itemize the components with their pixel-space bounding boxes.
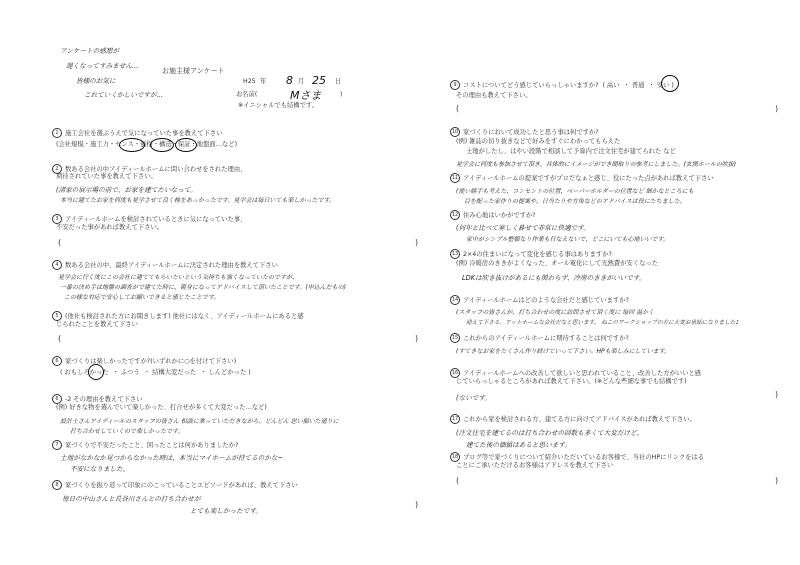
initials-note: ※イニシャルでも結構です。 — [238, 102, 318, 109]
circle-mark — [175, 138, 197, 152]
question-6 — [52, 356, 236, 366]
date-year-label: 年 — [260, 78, 267, 85]
option-hard[interactable]: 結構大変だった — [152, 369, 197, 376]
question-text: 家づくりで不安だったこと、困ったことは何かありましたか? — [65, 442, 239, 449]
answer-6-2-line-1: 設計士さんアイディールのスタッフの皆さん 相談に乗っていただきながら、どんどん 思い描いた通りに — [60, 418, 339, 425]
question-text: 家づくりは楽しかったですか?(いずれかに○を付けて下さい) — [65, 358, 237, 365]
answer-17-line-2: 建てた後の価値はあると思います。 — [466, 441, 571, 449]
question-13 — [450, 249, 612, 259]
question-number: 4 — [52, 260, 62, 270]
answer-14-line-2: 迎えて下さる、アットホームな会社だなと思います。 ねこのワークショップの方に大変お世話になりました♪ — [466, 320, 739, 326]
option-tough[interactable]: しんどかった — [208, 369, 247, 376]
answer-16-line-1: (ないです。 — [456, 394, 492, 402]
option-interesting[interactable]: おもしろかった — [64, 369, 109, 376]
question-number: 10 — [451, 129, 459, 135]
question-text: 2×4の住まいになって変化を感じる事はありますか? — [463, 251, 612, 258]
question-number: 5 — [52, 311, 62, 321]
question-number: 6 — [52, 356, 62, 366]
note-line-4: これていくかしいですが… — [84, 91, 164, 99]
question-number: 13 — [451, 251, 459, 257]
question-6-2 — [52, 394, 143, 404]
cost-option-normal[interactable]: 普通 — [631, 82, 645, 89]
option-normal[interactable]: ふつう — [120, 369, 140, 376]
question-15 — [450, 333, 629, 343]
question-number: 12 — [451, 212, 459, 218]
question-number: 8 — [52, 480, 62, 490]
answer-2-line-2: 本当に建てたお家を何度も見学させて良く検をあっかったです。見学会は毎日いても楽しかったです。 — [60, 197, 335, 204]
question-5-line-2: じられたことを教えて下さい — [56, 321, 138, 328]
question-3-line-2: 不安だった事があれば教えて下さい。 — [56, 224, 164, 231]
question-number: 18 — [451, 454, 459, 460]
answer-9-paren-open: ( — [456, 104, 460, 113]
answer-18-paren-open: ( — [456, 476, 460, 485]
answer-17-line-1: (注文住宅を建てるのは打ち合わせの回数も多くて大変だけど、 — [456, 429, 644, 437]
question-number: 6 — [52, 394, 62, 404]
question-17 — [450, 414, 696, 424]
question-10 — [450, 127, 599, 137]
question-text: アイディールホームの提案ですがプロだなぁと感じ、役にたった点があれば教えて下さい — [463, 175, 714, 182]
question-6-2-example: (例) 好きな物を選んでいて楽しかった、打合せが多くて大変だった…など) — [56, 404, 267, 411]
answer-7-line-2: 不安になりました。 — [70, 465, 130, 473]
question-text: ブログ等で家づくりについて紹介いただいているお客様で、当社のHPにリンクをはる — [463, 454, 705, 461]
question-text: これから家を検討される方、建てる方に向けてアドバイスがあれば教えて下さい。 — [463, 416, 696, 423]
answer-9-paren-close: ) — [775, 104, 779, 113]
answer-16-paren-close: ) — [775, 390, 779, 399]
question-text: 家づくりにおいて成功したと思う事は何ですか? — [463, 129, 599, 136]
question-number: 14 — [451, 297, 459, 303]
answer-11-line-2: 目を配った家作りの提案や、日当たりや方角などのアドバイスは役にたちました。 — [464, 198, 686, 205]
question-10-example-2: 土地がしたし、はやい段階で相談して予算内で注文住宅が建てられた など — [466, 148, 676, 155]
answer-15-line-1: (すてきなお家をたくさん作り続けていって下さい。HPも楽しみにしています。 — [456, 348, 671, 355]
answer-5-paren-open: ( — [58, 334, 62, 343]
date-month-label: 月 — [298, 78, 305, 85]
answer-11-line-1: (使い勝手も考えた、コンセントの位置、ペーパーホルダーの位置など 細かなところにも — [456, 188, 694, 195]
question-4 — [52, 260, 278, 270]
date-day-label: 日 — [335, 78, 342, 85]
question-number: 15 — [451, 335, 459, 341]
question-12 — [450, 210, 536, 220]
question-text: アイディールホームはどのような会社だと感じていますか? — [463, 297, 629, 304]
question-6-options: ( おもしろかった ・ ふつう ・ 結構大変だった ・ しんどかった ) — [60, 369, 251, 376]
question-number: 1 — [52, 128, 62, 138]
date-day: 25 — [312, 74, 326, 87]
question-16-line-2: じていらっしゃるところがあれば教えて下さい。(※どんな些細な事でも結構です) — [456, 378, 687, 385]
answer-10-line-1: 見学会に何度も参加させて頂き、具体的にイメージができ間取りの参考にしました。(玄関ホールの吹抜) — [456, 161, 737, 168]
answer-8-line-2: とても楽しかったです。 — [190, 507, 263, 515]
answer-18-paren-close: ) — [775, 476, 779, 485]
question-1 — [52, 128, 222, 138]
question-text: 住み心地はいかがですか? — [463, 212, 536, 219]
page-title: お施主様アンケート — [162, 67, 225, 75]
question-13-example: (例) 冷暖房のききがよくなった、オール電化にして光熱費が安くなった — [456, 260, 658, 267]
name-close: ) — [340, 91, 343, 98]
note-line-2: 遅くなってすみません… — [66, 62, 139, 70]
answer-5-paren-close: ) — [415, 334, 419, 343]
question-number: 17 — [451, 416, 459, 422]
note-line-3: 皆様のお気に — [76, 77, 116, 85]
question-14 — [450, 295, 629, 305]
question-2-line-2: 期待されていた事を教えて下さい。 — [56, 173, 157, 180]
question-16 — [450, 368, 701, 378]
question-text: アイディールホームへの改善して欲しいと思われていること、改善した方がいいと感 — [463, 370, 702, 377]
answer-6-2-line-2: 打ち合わせしていくので楽しかったです。 — [70, 428, 184, 435]
question-number: 3 — [52, 214, 62, 224]
question-text: (他社も検討された方にお聞きします) 他社にはなく、アイディールホームにあると感 — [65, 313, 304, 320]
answer-8-paren-close: ) — [415, 500, 419, 509]
cost-option-low[interactable]: 安い — [656, 82, 670, 89]
answer-14-line-1: (スタッフの皆さんが、打ち合わせの度に訪問させて頂く度に 毎回 温かく — [456, 309, 655, 316]
answer-12-line-2: 家中がシンプル整頓なり作業も行なえないで、どこにいても心地いいです。 — [466, 236, 670, 243]
circle-mark — [119, 138, 145, 152]
answer-4-line-3: この様な対応で安心してお願いできると感じたことです。 — [64, 294, 220, 301]
question-10-example: (例) 雑誌の切り抜きなどで好みをすぐにわかってもらえた — [456, 138, 621, 145]
selected-option-circle — [88, 364, 104, 380]
question-text: -2 その理由を教えて下さい — [65, 396, 143, 403]
answer-4-line-2: 一番の決め手は地盤の調査がで建てた時に、親身になってアドバイスして頂いたことです。(申込んだもの) — [60, 284, 347, 291]
question-text: コストについてどう感じていらっしゃいますか? — [463, 82, 599, 89]
question-number: 2 — [52, 164, 62, 174]
question-text: アイディールホームを検討されているときに気になっていた事、 — [65, 216, 247, 223]
answer-2-line-1: (渚家の展示場の前で、お家を建てたいなって。 — [56, 186, 197, 194]
answer-7-line-1: 土地がなかなか見つからなかった時は、本当にマイホームが持てるのかな~ — [60, 454, 283, 462]
question-18 — [450, 452, 704, 462]
question-number: 7 — [52, 440, 62, 450]
date-month: 8 — [286, 74, 293, 87]
question-text: 家づくりを振り返って印象にのこっていることエピソードがあれば、教えて下さい — [65, 482, 298, 489]
circle-mark — [150, 138, 174, 152]
question-text: これからのアイディールホームに期待することは何ですか? — [463, 335, 629, 342]
question-number: 16 — [451, 370, 459, 376]
answer-13-line-1: LDKは吹き抜けがあるにも関わらず、冷房のききがいいです。 — [462, 274, 646, 282]
question-7 — [52, 440, 238, 450]
date-era: H25 — [243, 78, 256, 85]
question-text: 数ある会社の中、最終アイディールホームに決定された理由を教えて下さい — [65, 262, 278, 269]
question-number: 11 — [451, 175, 459, 181]
question-18-line-2: ことにご承いただけるお客様はアドレスを教えて下さい — [456, 462, 614, 469]
question-3 — [52, 214, 246, 224]
selected-cost-circle — [661, 75, 679, 92]
answer-3-paren-close: ) — [415, 238, 419, 247]
question-8 — [52, 480, 298, 490]
question-text: 施工会社を選ぶうえで気になっていた事を教えて下さい — [65, 130, 223, 137]
question-1-options: (会社規模・施工力・センス・価格・構造・保証・地盤面…など) — [56, 141, 238, 148]
answer-4-line-1: 見学会に行く度にこの会社に建ててもらいたいという気持ちも強くなっていたのですが、 — [58, 274, 299, 281]
answer-3-paren-open: ( — [58, 238, 62, 247]
answer-8-line-1: 毎日の中山さんと長谷川さんとの打ち合わせが — [62, 495, 201, 503]
note-line-1: アンケートの感想が — [60, 47, 119, 55]
question-9: 9 コストについてどう感じていらっしゃいますか? ( 高い ・ 普通 ・ 安い ) — [450, 80, 674, 90]
question-text: 数ある会社の中アイディールホームに問い合わせをされた理由、 — [65, 166, 247, 173]
question-5 — [52, 311, 304, 321]
question-9-line-2: その理由も教えて下さい。 — [456, 92, 532, 99]
name-value: Mさま — [290, 89, 322, 102]
question-11 — [450, 173, 714, 183]
cost-option-high[interactable]: 高い — [606, 82, 620, 89]
answer-12-line-1: (何年と比べて寒しく暮せて非常に快適です。 — [456, 224, 590, 232]
name-label: お名前( — [236, 91, 258, 98]
question-number: 9 — [450, 80, 460, 90]
